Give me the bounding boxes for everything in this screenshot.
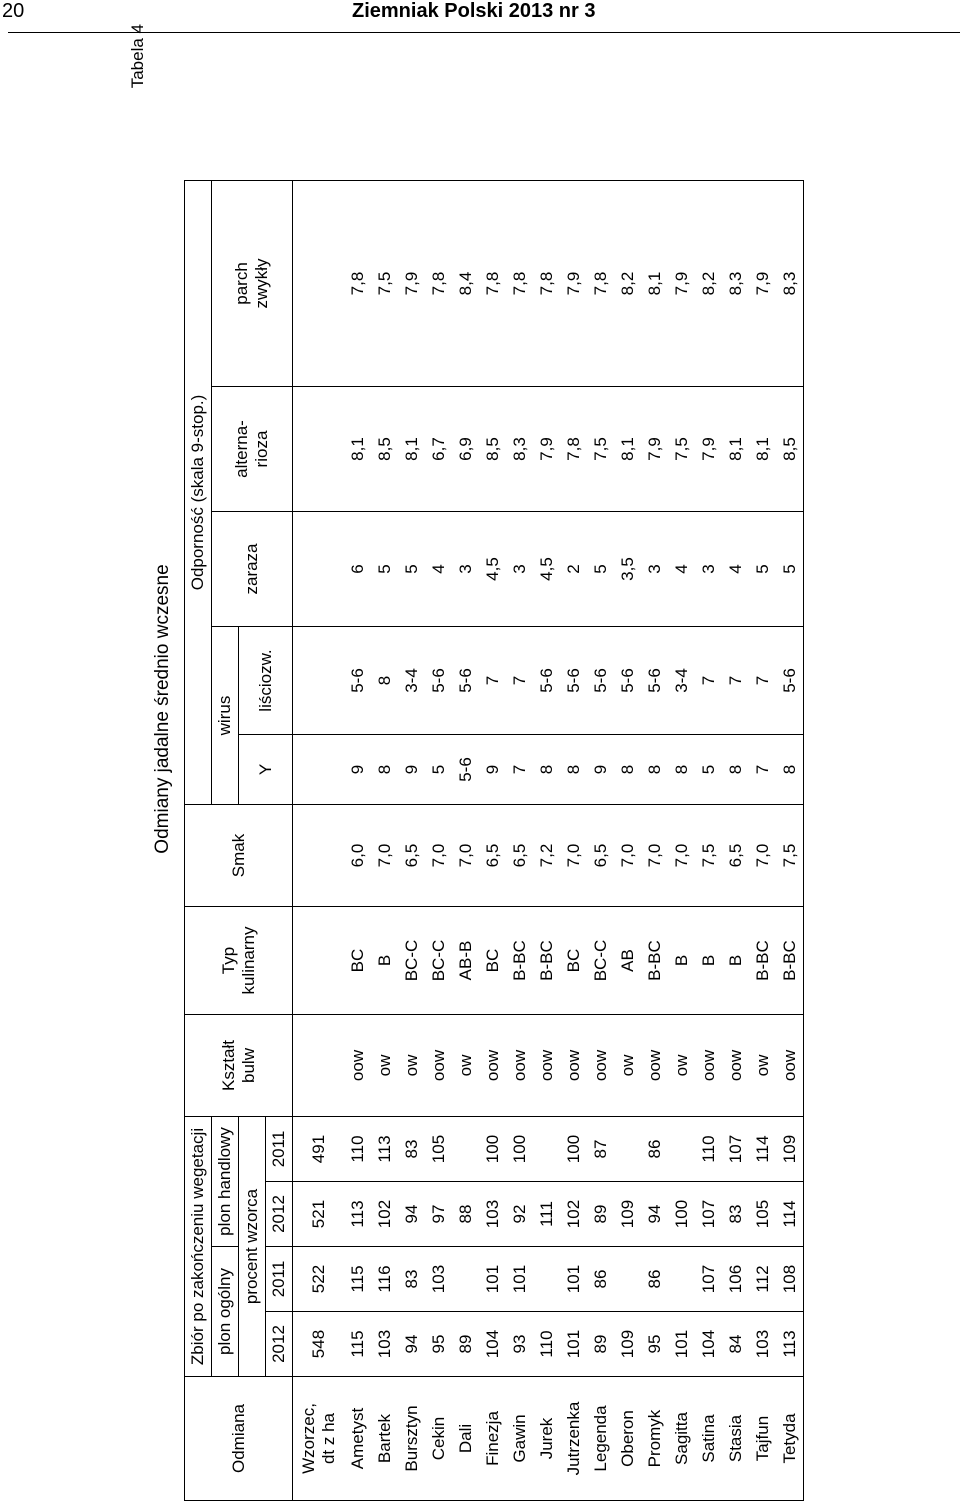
variety-name: Bursztyn [399,1377,426,1501]
market-yield-2011: 86 [642,1117,669,1182]
leafroll-resistance: 5-6 [453,627,480,735]
market-yield-2011 [615,1117,642,1182]
alternaria-resistance: 7,5 [669,387,696,512]
variety-name: Cekin [426,1377,453,1501]
common-scab-resistance: 7,9 [672,271,691,296]
common-scab-resistance: 7,8 [510,271,529,296]
market-yield-2011: 107 [723,1117,750,1182]
header-total-2012: 2012 [266,1312,293,1377]
header-scab-line2: zwykły [252,258,271,309]
culinary-type: BC [345,907,372,1015]
standard-empty [293,1015,345,1117]
culinary-type: B-BC [750,907,777,1015]
late-blight-resistance: 4 [669,512,696,627]
market-yield-2011: 105 [426,1117,453,1182]
virus-y-resistance: 7 [750,735,777,805]
taste-score: 7,0 [453,805,480,907]
standard-empty [293,180,345,386]
common-scab-resistance: 7,8 [429,271,448,296]
total-yield-2011: 115 [345,1247,372,1312]
table-row [723,180,750,1500]
leafroll-resistance: 7 [480,627,507,735]
total-yield-2012: 101 [561,1312,588,1377]
alternaria-resistance: 8,3 [507,387,534,512]
table-row [669,180,696,1500]
culinary-type: B [669,907,696,1015]
leafroll-resistance: 3-4 [669,627,696,735]
common-scab-resistance: 7,9 [753,271,772,296]
variety-name: Tajfun [750,1377,777,1501]
taste-score: 6,5 [507,805,534,907]
alternaria-resistance: 8,1 [399,387,426,512]
total-yield-2011 [669,1247,696,1312]
late-blight-resistance: 5 [588,512,615,627]
late-blight-resistance: 3 [696,512,723,627]
culinary-type: B-BC [642,907,669,1015]
taste-score: 6,5 [480,805,507,907]
table-row [642,180,669,1500]
standard-empty [293,907,345,1015]
market-yield-2011: 100 [507,1117,534,1182]
taste-score: 7,0 [669,805,696,907]
taste-score: 7,0 [561,805,588,907]
tuber-shape: oow [507,1015,534,1117]
taste-score: 6,0 [345,805,372,907]
table-title: Odmiany jadalne średnio wczesne [152,564,173,854]
leafroll-resistance: 7 [723,627,750,735]
variety-name: Ametyst [345,1377,372,1501]
leafroll-resistance: 5-6 [561,627,588,735]
header-virus-y: Y [239,735,293,805]
late-blight-resistance: 4 [723,512,750,627]
virus-y-resistance: 5 [426,735,453,805]
alternaria-resistance: 7,9 [642,387,669,512]
tuber-shape: oow [723,1015,750,1117]
leafroll-resistance: 8 [372,627,399,735]
tuber-shape: oow [480,1015,507,1117]
table-row [426,180,453,1500]
header-alternaria-line1: alterna- [232,420,251,478]
page-number: 20 [2,0,25,22]
variety-name: Jurek [534,1377,561,1501]
taste-score: 7,0 [372,805,399,907]
late-blight-resistance: 3 [507,512,534,627]
header-shape-line2: bulw [238,1048,258,1083]
header-market-2011: 2011 [266,1117,293,1182]
alternaria-resistance: 6,7 [426,387,453,512]
late-blight-resistance: 5 [399,512,426,627]
late-blight-resistance: 3 [453,512,480,627]
total-yield-2011: 116 [372,1247,399,1312]
table-row [453,180,480,1500]
common-scab-resistance: 8,4 [456,271,475,296]
variety-name: Finezja [480,1377,507,1501]
culinary-type: B [696,907,723,1015]
total-yield-2012: 115 [345,1312,372,1377]
total-yield-2012: 103 [372,1312,399,1377]
virus-y-resistance: 8 [669,735,696,805]
standard-empty [293,512,345,627]
late-blight-resistance: 5 [750,512,777,627]
virus-y-resistance: 9 [480,735,507,805]
late-blight-resistance: 3 [642,512,669,627]
culinary-type: B-BC [777,907,804,1015]
variety-name: Jutrzenka [561,1377,588,1501]
leafroll-resistance: 5-6 [615,627,642,735]
culinary-type: BC [480,907,507,1015]
header-virus: wirus [212,627,239,805]
standard-empty [293,735,345,805]
market-yield-2012: 113 [345,1182,372,1247]
late-blight-resistance: 5 [777,512,804,627]
header-alternaria [212,387,293,512]
total-yield-2011: 112 [750,1247,777,1312]
virus-y-resistance: 5-6 [453,735,480,805]
market-yield-2012: 83 [723,1182,750,1247]
taste-score: 7,0 [615,805,642,907]
varieties-table [184,180,804,1501]
market-yield-2011: 87 [588,1117,615,1182]
market-yield-2011: 109 [777,1117,804,1182]
table-row [534,180,561,1500]
alternaria-resistance: 8,1 [345,387,372,512]
variety-name: Oberon [615,1377,642,1501]
header-culinary-line2: kulinarny [238,926,258,995]
market-yield-2012: 89 [588,1182,615,1247]
taste-score: 6,5 [399,805,426,907]
tuber-shape: ow [399,1015,426,1117]
variety-name: Dali [453,1377,480,1501]
market-yield-2011: 110 [345,1117,372,1182]
common-scab-resistance: 7,8 [591,271,610,296]
market-yield-2012: 92 [507,1182,534,1247]
common-scab-resistance: 8,1 [645,271,664,296]
tuber-shape: ow [372,1015,399,1117]
virus-y-resistance: 9 [588,735,615,805]
market-yield-2012: 111 [534,1182,561,1247]
common-scab-resistance: 8,2 [618,271,637,296]
taste-score: 7,5 [696,805,723,907]
total-yield-2011: 86 [588,1247,615,1312]
total-yield-2012: 94 [399,1312,426,1377]
culinary-type: B-BC [507,907,534,1015]
tuber-shape: ow [750,1015,777,1117]
late-blight-resistance: 6 [345,512,372,627]
alternaria-resistance: 8,1 [615,387,642,512]
header-total-2011: 2011 [266,1247,293,1312]
standard-total-2011: 522 [293,1247,345,1312]
common-scab-resistance: 7,9 [402,271,421,296]
header-scab-line1: parch [232,262,251,305]
market-yield-2011: 100 [480,1117,507,1182]
leafroll-resistance: 5-6 [777,627,804,735]
market-yield-2012: 105 [750,1182,777,1247]
leafroll-resistance: 5-6 [345,627,372,735]
total-yield-2012: 109 [615,1312,642,1377]
virus-y-resistance: 9 [399,735,426,805]
variety-name: Stasia [723,1377,750,1501]
header-scab [212,180,293,386]
variety-name: Sagitta [669,1377,696,1501]
market-yield-2012: 88 [453,1182,480,1247]
total-yield-2011: 101 [507,1247,534,1312]
total-yield-2012: 95 [642,1312,669,1377]
header-resistance: Odporność (skala 9-stop.) [185,180,212,804]
total-yield-2012: 104 [480,1312,507,1377]
total-yield-2011: 107 [696,1247,723,1312]
total-yield-2012: 113 [777,1312,804,1377]
market-yield-2011 [534,1117,561,1182]
standard-market-2011: 491 [293,1117,345,1182]
variety-name: Gawin [507,1377,534,1501]
table-row [372,180,399,1500]
total-yield-2011 [615,1247,642,1312]
total-yield-2012: 110 [534,1312,561,1377]
market-yield-2011: 110 [696,1117,723,1182]
leafroll-resistance: 7 [696,627,723,735]
table-row [750,180,777,1500]
table-row [345,180,372,1500]
tuber-shape: ow [453,1015,480,1117]
market-yield-2012: 94 [642,1182,669,1247]
late-blight-resistance: 4 [426,512,453,627]
market-yield-2011: 100 [561,1117,588,1182]
table-row [399,180,426,1500]
header-virus-leafroll: liściozw. [239,627,293,735]
common-scab-resistance: 7,8 [348,271,367,296]
culinary-type: AB-B [453,907,480,1015]
header-total-yield: plon ogólny [212,1247,239,1377]
late-blight-resistance: 2 [561,512,588,627]
market-yield-2011: 83 [399,1117,426,1182]
market-yield-2012: 100 [669,1182,696,1247]
total-yield-2012: 103 [750,1312,777,1377]
variety-name: Satina [696,1377,723,1501]
common-scab-resistance: 7,5 [375,271,394,296]
alternaria-resistance: 7,9 [696,387,723,512]
standard-empty [293,805,345,907]
tuber-shape: ow [669,1015,696,1117]
header-market-yield: plon handlowy [212,1117,239,1247]
alternaria-resistance: 8,5 [777,387,804,512]
late-blight-resistance: 4,5 [534,512,561,627]
tuber-shape: oow [696,1015,723,1117]
virus-y-resistance: 8 [723,735,750,805]
leafroll-resistance: 5-6 [534,627,561,735]
total-yield-2012: 104 [696,1312,723,1377]
alternaria-resistance: 7,8 [561,387,588,512]
virus-y-resistance: 8 [615,735,642,805]
header-harvest: Zbiór po zakończeniu wegetacji [185,1117,212,1377]
virus-y-resistance: 8 [777,735,804,805]
virus-y-resistance: 8 [561,735,588,805]
tuber-shape: oow [561,1015,588,1117]
total-yield-2012: 89 [588,1312,615,1377]
standard-label-line1: Wzorzec, [298,1403,318,1474]
journal-title: Ziemniak Polski 2013 nr 3 [352,0,596,22]
market-yield-2012: 107 [696,1182,723,1247]
total-yield-2012: 84 [723,1312,750,1377]
market-yield-2012: 109 [615,1182,642,1247]
header-culinary [185,907,293,1015]
tuber-shape: oow [534,1015,561,1117]
culinary-type: BC-C [426,907,453,1015]
header-percent-standard: procent wzorca [239,1117,266,1377]
late-blight-resistance: 3,5 [615,512,642,627]
alternaria-resistance: 8,1 [723,387,750,512]
table-row [777,180,804,1500]
standard-empty [293,627,345,735]
market-yield-2011: 114 [750,1117,777,1182]
leafroll-resistance: 5-6 [426,627,453,735]
header-market-2012: 2012 [266,1182,293,1247]
taste-score: 6,5 [723,805,750,907]
common-scab-resistance: 7,8 [537,271,556,296]
total-yield-2011: 101 [480,1247,507,1312]
virus-y-resistance: 9 [345,735,372,805]
tuber-shape: ow [615,1015,642,1117]
header-alternaria-line2: rioza [252,430,271,468]
total-yield-2011: 83 [399,1247,426,1312]
total-yield-2011: 86 [642,1247,669,1312]
taste-score: 7,2 [534,805,561,907]
leafroll-resistance: 5-6 [642,627,669,735]
taste-score: 7,0 [426,805,453,907]
total-yield-2011: 106 [723,1247,750,1312]
market-yield-2012: 102 [561,1182,588,1247]
total-yield-2012: 95 [426,1312,453,1377]
market-yield-2012: 102 [372,1182,399,1247]
alternaria-resistance: 8,5 [480,387,507,512]
total-yield-2011 [534,1247,561,1312]
common-scab-resistance: 8,2 [699,271,718,296]
table-number: Tabela 4 [128,24,147,89]
header-taste: Smak [185,805,293,907]
taste-score: 7,0 [642,805,669,907]
table-row [480,180,507,1500]
market-yield-2011 [669,1117,696,1182]
taste-score: 6,5 [588,805,615,907]
common-scab-resistance: 8,3 [779,271,799,296]
header-late-blight: zaraza [212,512,293,627]
culinary-type: AB [615,907,642,1015]
virus-y-resistance: 8 [642,735,669,805]
common-scab-resistance: 8,3 [726,271,745,296]
total-yield-2012: 101 [669,1312,696,1377]
table-row [561,180,588,1500]
leafroll-resistance: 5-6 [588,627,615,735]
culinary-type: BC-C [588,907,615,1015]
total-yield-2011: 103 [426,1247,453,1312]
standard-row-label [293,1377,345,1501]
tuber-shape: oow [777,1015,804,1117]
alternaria-resistance: 7,9 [534,387,561,512]
market-yield-2011 [453,1117,480,1182]
variety-name: Bartek [372,1377,399,1501]
virus-y-resistance: 8 [534,735,561,805]
culinary-type: B [723,907,750,1015]
virus-y-resistance: 8 [372,735,399,805]
header-shape [185,1015,293,1117]
late-blight-resistance: 5 [372,512,399,627]
table-row [696,180,723,1500]
header-culinary-line1: Typ [218,946,238,975]
total-yield-2012: 89 [453,1312,480,1377]
market-yield-2012: 103 [480,1182,507,1247]
variety-name: Promyk [642,1377,669,1501]
standard-market-2012: 521 [293,1182,345,1247]
alternaria-resistance: 8,1 [750,387,777,512]
standard-empty [293,387,345,512]
taste-score: 7,0 [750,805,777,907]
alternaria-resistance: 6,9 [453,387,480,512]
variety-name: Tetyda [777,1377,804,1501]
tuber-shape: oow [426,1015,453,1117]
standard-total-2012: 548 [293,1312,345,1377]
common-scab-resistance: 7,9 [564,271,583,296]
total-yield-2012: 93 [507,1312,534,1377]
table-row [588,180,615,1500]
virus-y-resistance: 7 [507,735,534,805]
table-row [615,180,642,1500]
table-row [507,180,534,1500]
market-yield-2011: 113 [372,1117,399,1182]
virus-y-resistance: 5 [696,735,723,805]
market-yield-2012: 114 [777,1182,804,1247]
leafroll-resistance: 7 [750,627,777,735]
alternaria-resistance: 8,5 [372,387,399,512]
total-yield-2011: 101 [561,1247,588,1312]
total-yield-2011: 108 [777,1247,804,1312]
market-yield-2012: 94 [399,1182,426,1247]
leafroll-resistance: 7 [507,627,534,735]
market-yield-2012: 97 [426,1182,453,1247]
culinary-type: B-BC [534,907,561,1015]
tuber-shape: oow [642,1015,669,1117]
tuber-shape: oow [588,1015,615,1117]
header-variety: Odmiana [185,1377,293,1501]
variety-name: Legenda [588,1377,615,1501]
culinary-type: B [372,907,399,1015]
leafroll-resistance: 3-4 [399,627,426,735]
taste-score: 7,5 [777,805,804,907]
total-yield-2011 [453,1247,480,1312]
common-scab-resistance: 7,8 [483,271,502,296]
late-blight-resistance: 4,5 [480,512,507,627]
tuber-shape: oow [345,1015,372,1117]
culinary-type: BC-C [399,907,426,1015]
standard-label-line2: dt z ha [318,1412,338,1465]
header-shape-line1: Kształt [218,1039,238,1092]
alternaria-resistance: 7,5 [588,387,615,512]
culinary-type: BC [561,907,588,1015]
